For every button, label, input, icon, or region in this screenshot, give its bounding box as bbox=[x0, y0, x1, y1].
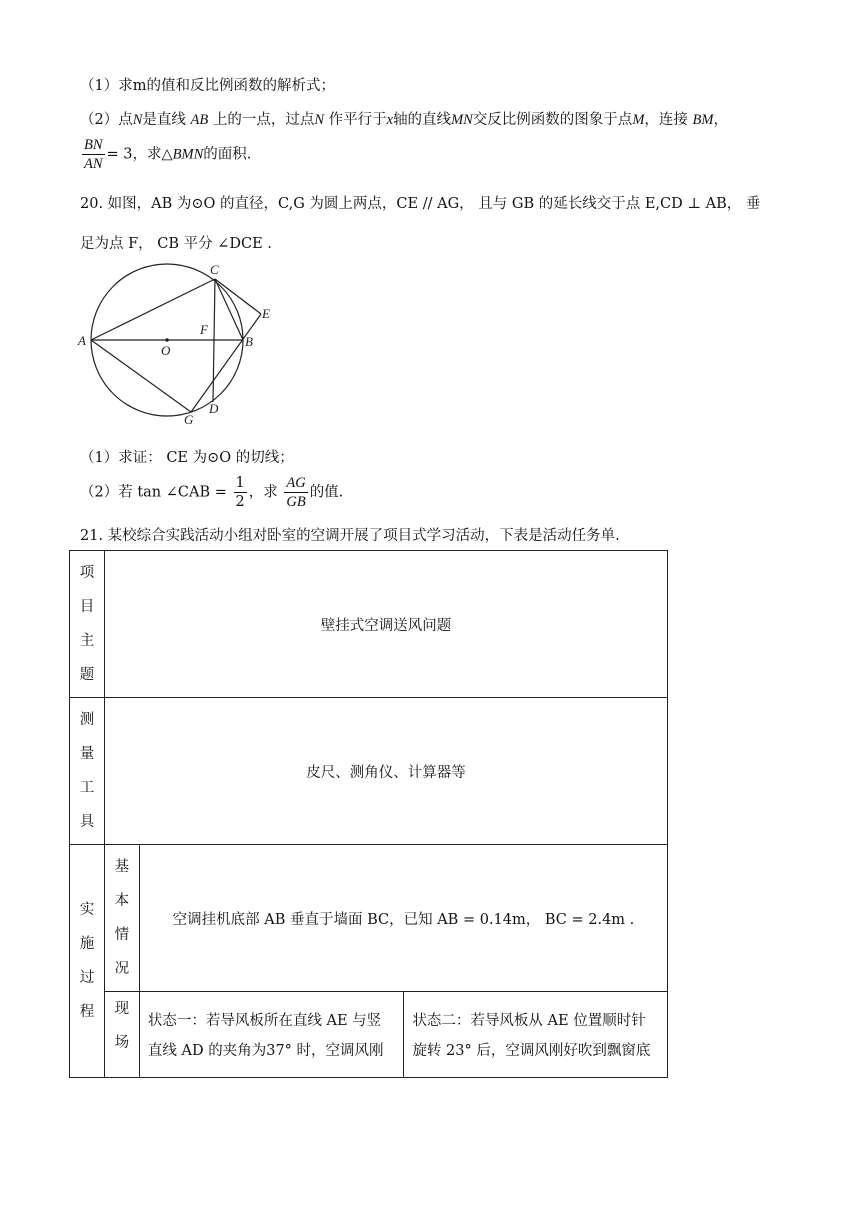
q19-part2-text-g: 作平行于 bbox=[328, 112, 387, 128]
row3a-value: 空调挂机底部 AB 垂直于墙面 BC，已知 AB = 0.14m， BC = 2.4m . bbox=[139, 845, 667, 992]
row2-label-char: 量 bbox=[79, 746, 95, 762]
row1-label bbox=[70, 551, 105, 698]
row3a-sublabel-char: 情 bbox=[114, 927, 130, 943]
state-two-cell: 状态二：若导风板从 AE 位置顺时针旋转 23° 后，空调风刚好吹到飘窗底 bbox=[404, 992, 668, 1078]
q20-line1-text: 20. 如图，AB 为⊙O 的直径，C,G 为圆上两点，CE // AG， 且与 GB 的延长线交于点 E,CD ⊥ AB， 垂 bbox=[80, 196, 761, 212]
segment-ag bbox=[91, 340, 191, 412]
q20-line1 bbox=[80, 192, 760, 213]
label-b: B bbox=[245, 334, 253, 349]
q19-part2-text-o: ， bbox=[713, 112, 728, 128]
q19-part2-text-k: 交反比例函数的图象于点 bbox=[472, 112, 633, 128]
q20-sub1 bbox=[80, 446, 294, 467]
q19-part2-text-m: ，连接 bbox=[644, 112, 688, 128]
q21-intro bbox=[80, 524, 620, 545]
q20-fraction-1-num: 1 bbox=[235, 475, 245, 491]
row3b-sublabel-char: 场 bbox=[114, 1035, 130, 1051]
q19-fraction-den: AN bbox=[84, 156, 103, 172]
q19-fraction-bn-an bbox=[82, 136, 105, 173]
row3b-sublabel bbox=[104, 992, 139, 1078]
q19-part2-text-i: 轴的直线 bbox=[393, 112, 452, 128]
label-o: O bbox=[161, 343, 171, 358]
center-dot-o bbox=[165, 338, 169, 342]
label-g: G bbox=[184, 412, 194, 427]
row2-label-char: 具 bbox=[79, 814, 95, 830]
q19-tail-c: 的面积. bbox=[203, 146, 252, 163]
q19-var-bm: BM bbox=[692, 112, 714, 128]
table-row-topic bbox=[70, 551, 668, 698]
label-e: E bbox=[262, 306, 270, 321]
q20-sub2-text-a: （2）若 tan ∠CAB = bbox=[80, 484, 227, 501]
state-one-cell: 状态一：若导风板所在直线 AE 与竖直线 AD 的夹角为37° 时，空调风刚 bbox=[139, 992, 404, 1078]
segment-cb bbox=[215, 279, 243, 340]
q19-var-ab: AB bbox=[190, 112, 209, 128]
q19-part2-fraction-line bbox=[80, 136, 251, 173]
row2-value: 皮尺、测角仪、计算器等 bbox=[104, 698, 667, 845]
q20-fraction-one-half bbox=[234, 474, 247, 511]
row3a-sublabel-char: 况 bbox=[114, 961, 130, 977]
row1-label-char: 题 bbox=[79, 667, 95, 683]
segment-ac bbox=[91, 279, 215, 340]
q19-part1 bbox=[80, 74, 335, 95]
row3-label-char: 过 bbox=[79, 970, 95, 986]
label-a: A bbox=[78, 333, 86, 348]
q19-triangle-bmn: △BMN bbox=[161, 146, 204, 163]
row2-label-char: 工 bbox=[79, 780, 95, 796]
q20-geometry-figure bbox=[74, 262, 284, 432]
table-row-basic bbox=[70, 845, 668, 992]
row3a-sublabel-char: 基 bbox=[114, 859, 130, 875]
table-row-tools bbox=[70, 698, 668, 845]
q19-part1-text: （1）求m的值和反比例函数的解析式； bbox=[80, 78, 335, 94]
q19-var-n2: N bbox=[314, 112, 325, 128]
segment-ce bbox=[215, 279, 261, 314]
row2-label-char: 测 bbox=[79, 712, 95, 728]
q19-part2-text-e: 上的一点，过点 bbox=[212, 112, 315, 128]
row3-label-char: 程 bbox=[79, 1004, 95, 1020]
row3-label bbox=[70, 845, 105, 1078]
q20-line2-text: 足为点 F， CB 平分 ∠DCE . bbox=[80, 236, 272, 252]
row2-label bbox=[70, 698, 105, 845]
q19-equals-3: = 3 bbox=[106, 146, 133, 163]
row3-label-char: 施 bbox=[79, 936, 95, 952]
label-f: F bbox=[200, 322, 208, 337]
row1-label-char: 目 bbox=[79, 599, 95, 615]
q21-task-table bbox=[69, 550, 668, 1078]
q20-sub1-text: （1）求证： CE 为⊙O 的切线； bbox=[80, 450, 294, 466]
q19-part2-text-c: 是直线 bbox=[142, 112, 186, 128]
q20-line2 bbox=[80, 232, 272, 253]
label-c: C bbox=[210, 262, 219, 277]
q19-tail-a: ，求 bbox=[132, 146, 162, 163]
table-row-scene bbox=[70, 992, 668, 1078]
q19-var-n: N bbox=[132, 112, 143, 128]
q19-var-x: x bbox=[386, 112, 394, 128]
row1-label-char: 主 bbox=[79, 633, 95, 649]
label-d: D bbox=[209, 401, 219, 416]
q20-sub2-text-b: ，求 bbox=[248, 484, 278, 501]
row1-value: 壁挂式空调送风问题 bbox=[104, 551, 667, 698]
q21-intro-text: 21. 某校综合实践活动小组对卧室的空调开展了项目式学习活动，下表是活动任务单. bbox=[80, 528, 620, 544]
row1-label-char: 项 bbox=[79, 565, 95, 581]
row3-label-char: 实 bbox=[79, 902, 95, 918]
row3a-sublabel-char: 本 bbox=[114, 893, 130, 909]
q19-var-mn: MN bbox=[451, 112, 473, 128]
q20-sub2-text-c: 的值. bbox=[309, 484, 344, 501]
q20-sub2 bbox=[80, 474, 343, 511]
q19-part2 bbox=[80, 108, 728, 129]
row3b-sublabel-char: 现 bbox=[114, 1001, 130, 1017]
q19-var-m: M bbox=[632, 112, 645, 128]
row3a-sublabel bbox=[104, 845, 139, 992]
q20-fraction-2-den: GB bbox=[286, 494, 306, 510]
q19-part2-text-a: （2）点 bbox=[80, 112, 133, 128]
q20-fraction-1-den: 2 bbox=[235, 494, 245, 510]
q20-fraction-2-num: AG bbox=[286, 475, 306, 491]
q19-fraction-num: BN bbox=[84, 137, 103, 153]
q20-fraction-ag-gb bbox=[284, 474, 307, 511]
